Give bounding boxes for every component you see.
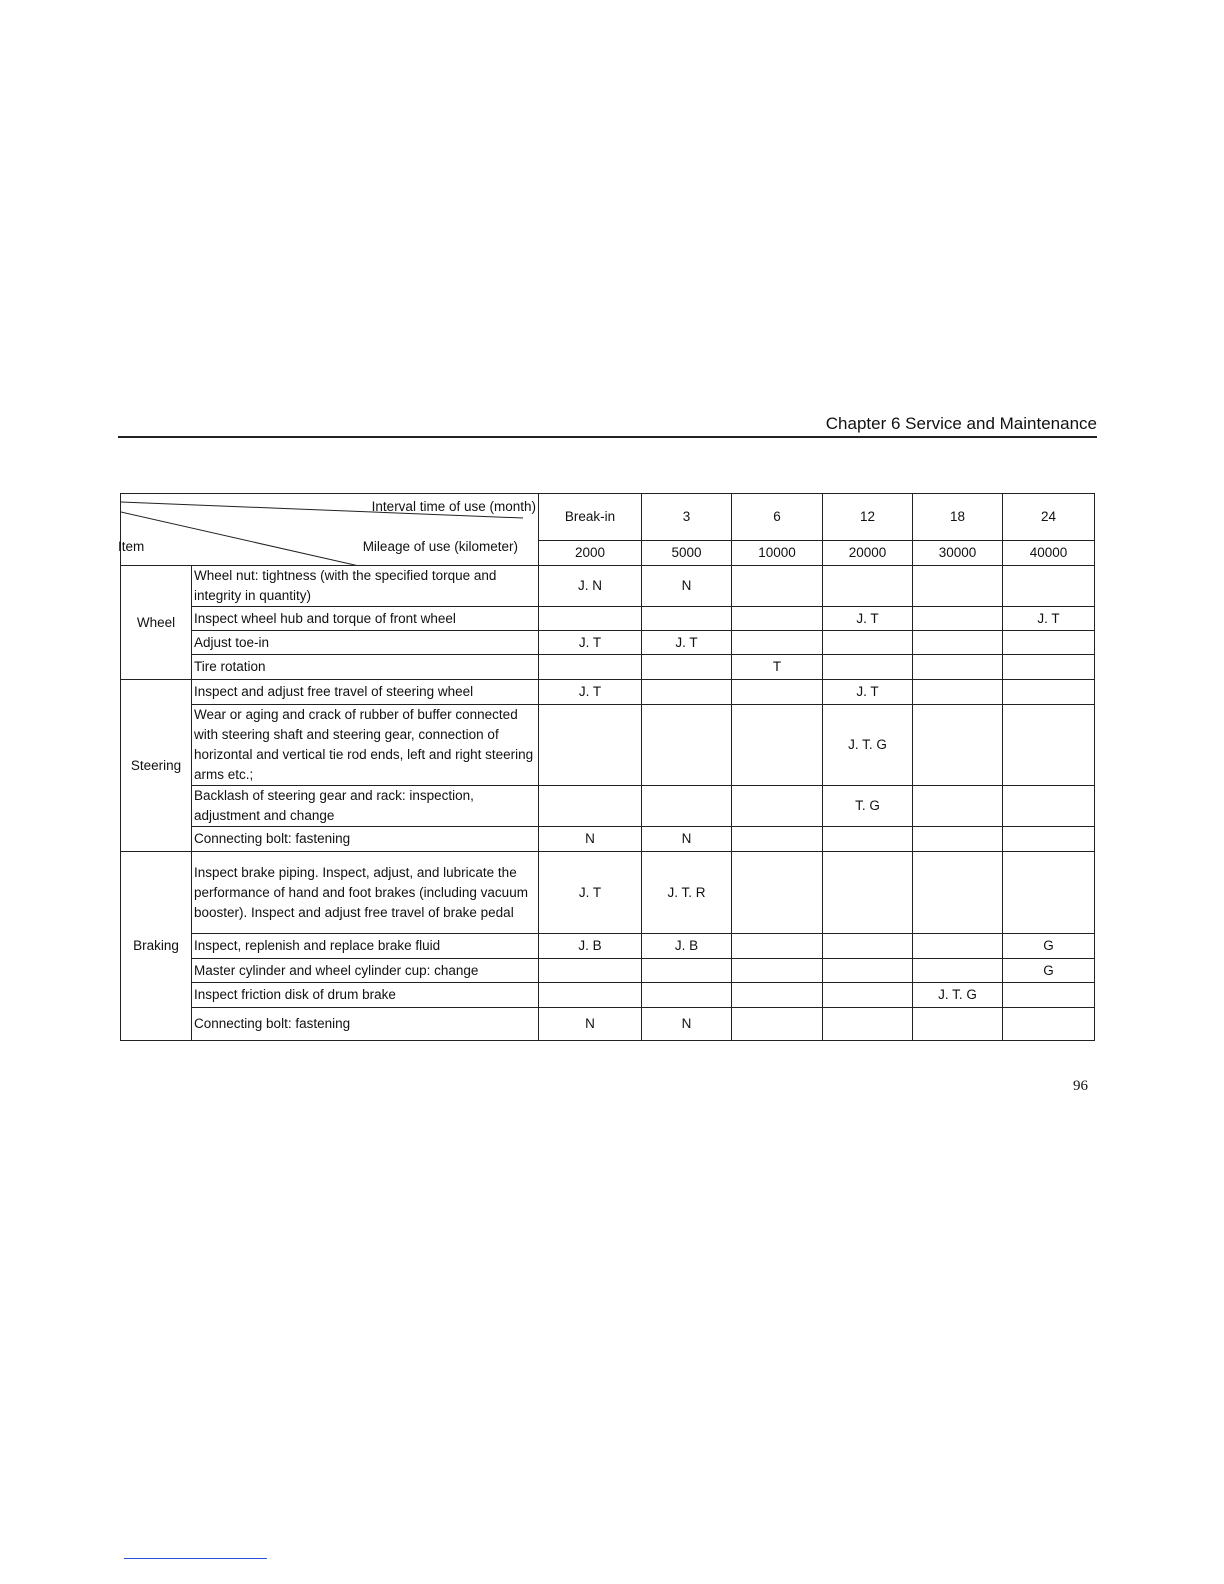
group-label-wheel: Wheel xyxy=(121,566,192,680)
schedule-cell xyxy=(913,786,1003,827)
schedule-cell xyxy=(732,1008,823,1041)
schedule-cell xyxy=(1003,566,1095,607)
schedule-cell: J. B xyxy=(539,934,642,959)
schedule-cell xyxy=(913,705,1003,786)
schedule-cell xyxy=(913,680,1003,705)
schedule-cell xyxy=(732,852,823,934)
schedule-cell xyxy=(1003,852,1095,934)
item-label: Item xyxy=(118,539,145,554)
schedule-cell: J. T. G xyxy=(913,983,1003,1008)
item-description: Connecting bolt: fastening xyxy=(192,827,539,852)
item-description: Inspect, replenish and replace brake fluid xyxy=(192,934,539,959)
schedule-cell xyxy=(1003,1008,1095,1041)
schedule-cell xyxy=(539,655,642,680)
schedule-cell xyxy=(732,827,823,852)
schedule-cell xyxy=(1003,786,1095,827)
schedule-cell xyxy=(732,959,823,983)
table-row xyxy=(121,852,1095,934)
item-description: Inspect friction disk of drum brake xyxy=(192,983,539,1008)
schedule-cell: T. G xyxy=(823,786,913,827)
schedule-cell xyxy=(642,983,732,1008)
chapter-header: Chapter 6 Service and Maintenance xyxy=(118,414,1097,438)
schedule-cell xyxy=(642,680,732,705)
table-row xyxy=(121,705,1095,786)
schedule-cell: J. T xyxy=(823,607,913,631)
item-description: Adjust toe-in xyxy=(192,631,539,655)
schedule-cell: J. T. G xyxy=(823,705,913,786)
schedule-cell: N xyxy=(642,1008,732,1041)
schedule-cell: J. T xyxy=(539,680,642,705)
item-description: Inspect and adjust free travel of steering wheel xyxy=(192,680,539,705)
schedule-cell: G xyxy=(1003,934,1095,959)
schedule-cell xyxy=(642,705,732,786)
table-corner-header xyxy=(118,494,539,566)
schedule-cell xyxy=(1003,680,1095,705)
schedule-cell xyxy=(823,934,913,959)
schedule-cell xyxy=(913,934,1003,959)
schedule-cell xyxy=(913,827,1003,852)
schedule-cell xyxy=(539,983,642,1008)
table-row xyxy=(121,680,1095,705)
schedule-cell xyxy=(913,631,1003,655)
schedule-cell: J. T xyxy=(539,631,642,655)
schedule-cell: J. N xyxy=(539,566,642,607)
schedule-cell xyxy=(642,607,732,631)
schedule-cell xyxy=(732,631,823,655)
table-row xyxy=(121,786,1095,827)
schedule-cell xyxy=(539,959,642,983)
table-row xyxy=(121,1008,1095,1041)
schedule-cell: N xyxy=(642,827,732,852)
schedule-cell xyxy=(913,1008,1003,1041)
item-description: Inspect brake piping. Inspect, adjust, and lubricate the performance of hand and foot brakes (including vacuum booster). Inspect and adjust free travel of brake pedal xyxy=(192,852,539,934)
item-description: Wear or aging and crack of rubber of buffer connected with steering shaft and steering gear, connection of horizontal and vertical tie rod ends, left and right steering arms etc.; xyxy=(192,705,539,786)
table-row xyxy=(121,959,1095,983)
schedule-cell xyxy=(823,983,913,1008)
schedule-cell xyxy=(732,934,823,959)
schedule-cell xyxy=(1003,827,1095,852)
mileage-header: 40000 xyxy=(1003,541,1095,566)
mileage-header: 30000 xyxy=(913,541,1003,566)
item-description: Inspect wheel hub and torque of front wheel xyxy=(192,607,539,631)
schedule-cell xyxy=(823,852,913,934)
schedule-cell xyxy=(1003,631,1095,655)
item-description: Master cylinder and wheel cylinder cup: change xyxy=(192,959,539,983)
schedule-cell: T xyxy=(732,655,823,680)
group-label-braking: Braking xyxy=(121,852,192,1041)
schedule-cell xyxy=(539,705,642,786)
table-row xyxy=(121,827,1095,852)
schedule-cell: J. T xyxy=(823,680,913,705)
schedule-cell xyxy=(642,959,732,983)
table-row xyxy=(121,566,1095,607)
schedule-cell xyxy=(732,983,823,1008)
interval-header: Break-in xyxy=(539,494,642,541)
schedule-cell xyxy=(823,566,913,607)
schedule-cell xyxy=(732,680,823,705)
item-description: Backlash of steering gear and rack: inspection, adjustment and change xyxy=(192,786,539,827)
interval-label: Interval time of use (month) xyxy=(371,499,536,514)
schedule-cell xyxy=(1003,983,1095,1008)
mileage-header: 20000 xyxy=(823,541,913,566)
footnote-rule xyxy=(124,1558,267,1559)
schedule-cell: J. T xyxy=(539,852,642,934)
table-row xyxy=(121,934,1095,959)
schedule-cell xyxy=(823,1008,913,1041)
schedule-cell xyxy=(823,827,913,852)
item-description: Connecting bolt: fastening xyxy=(192,1008,539,1041)
mileage-header: 2000 xyxy=(539,541,642,566)
schedule-cell xyxy=(823,959,913,983)
schedule-cell: J. T xyxy=(642,631,732,655)
schedule-cell xyxy=(913,852,1003,934)
schedule-cell xyxy=(823,655,913,680)
schedule-cell xyxy=(539,786,642,827)
table-row xyxy=(121,607,1095,631)
table-row xyxy=(121,983,1095,1008)
schedule-cell: J. T xyxy=(1003,607,1095,631)
mileage-header: 5000 xyxy=(642,541,732,566)
interval-header: 24 xyxy=(1003,494,1095,541)
maintenance-schedule-table xyxy=(120,493,1095,1041)
schedule-cell xyxy=(1003,705,1095,786)
schedule-cell xyxy=(913,607,1003,631)
schedule-cell xyxy=(1003,655,1095,680)
schedule-cell: G xyxy=(1003,959,1095,983)
schedule-cell: N xyxy=(642,566,732,607)
table-row xyxy=(121,655,1095,680)
schedule-cell xyxy=(913,959,1003,983)
interval-header: 12 xyxy=(823,494,913,541)
table-row xyxy=(121,631,1095,655)
schedule-cell: N xyxy=(539,1008,642,1041)
schedule-cell xyxy=(642,655,732,680)
schedule-cell xyxy=(732,607,823,631)
group-label-steering: Steering xyxy=(121,680,192,852)
schedule-cell xyxy=(642,786,732,827)
schedule-cell xyxy=(732,786,823,827)
schedule-cell xyxy=(913,566,1003,607)
schedule-cell xyxy=(732,566,823,607)
schedule-cell xyxy=(732,705,823,786)
schedule-cell: J. T. R xyxy=(642,852,732,934)
interval-header: 3 xyxy=(642,494,732,541)
schedule-cell: N xyxy=(539,827,642,852)
item-description: Tire rotation xyxy=(192,655,539,680)
schedule-cell xyxy=(823,631,913,655)
schedule-cell xyxy=(913,655,1003,680)
interval-header: 6 xyxy=(732,494,823,541)
interval-header: 18 xyxy=(913,494,1003,541)
schedule-cell: J. B xyxy=(642,934,732,959)
schedule-cell xyxy=(539,607,642,631)
mileage-header: 10000 xyxy=(732,541,823,566)
mileage-label: Mileage of use (kilometer) xyxy=(362,539,518,554)
item-description: Wheel nut: tightness (with the specified torque and integrity in quantity) xyxy=(192,566,539,607)
page-number: 96 xyxy=(1073,1078,1088,1094)
